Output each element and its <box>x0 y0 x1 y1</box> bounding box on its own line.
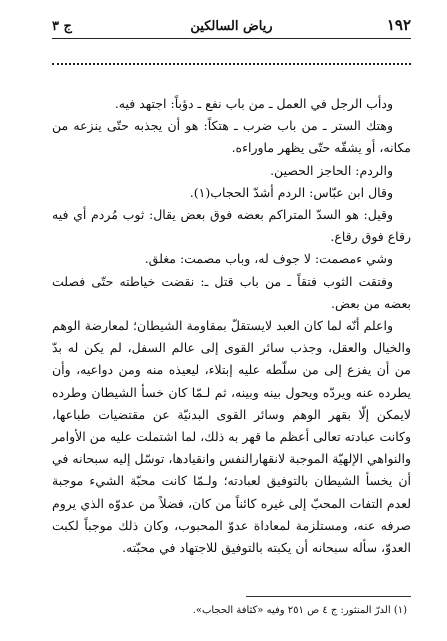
page-number: ١٩٢ <box>386 16 411 34</box>
book-title: رياض السالكين <box>190 19 273 34</box>
paragraph: وشي ءمصمت: لا جوف له، وباب مصمت: مغلق. <box>144 251 393 267</box>
paragraph: ودأب الرجل في العمل ـ من باب نفع ـ دؤباً: اجتهد فيه. <box>114 96 393 111</box>
paragraph: واعلم أنّه لما كان العبد لايستقلّ بمقاومة الشيطان؛ لمعارضة الوهم والخيال والعقل، وجذب سائر القوى إلى عالم السفل، لم يكن له بدّ من أن يفزع إلى من سلّطه عليه إبتلاء، ليعيذه منه ومن دواعيه، وأن يطرده عنه ويردّه ويحول بينه وبينه، ثم لـمّا كان خسأ الشيطان وطرده لايمكن إلّا بقهر الوهم وسائر القوى البدنيّة عن مقتضيات طباعها، وكانت عبادته تعالى أعظم ما قهر به ذلك، لما اشتملت عليه من الأوامر والنواهي الإلهيّة الموجبة لانقهارالنفس وانقيادها، توسّل إليه سبحانه في أن يخسأ الشيطان بالتوفيق لعبادته؛ ولـمّا كانت محبّة الشيء موجبة لعدم التفات المحبّ إلى غيره كائناً من كان، فضلاً من عدوّه الذي يروم صرفه عنه، ومستلزمة لمعاداة عدوّ المحبوب، وكان ذلك موجباً لكبت العدوّ، سأله سبحانه أن يكبته بالتوفيق للاجتهاد في محبّته. <box>52 318 411 556</box>
running-header <box>52 16 411 39</box>
body-text <box>52 93 411 559</box>
volume-label: ج ٣ <box>52 19 72 34</box>
paragraph: وقال ابن عبّاس: الردم أشدّ الحجاب(١). <box>189 184 393 200</box>
paragraph: والردم: الحاجز الحصين. <box>270 162 393 178</box>
footnote-separator <box>246 596 411 597</box>
paragraph: وهتك الستر ـ من باب ضرب ـ هتكاً: هو أن يجذبه حتّى ينزعه من مكانه، أو يشقّه حتّى يظهر ماوراءه. <box>52 118 411 156</box>
paragraph: وفتقت الثوب فتقاً ـ من باب قتل ـ: نقضت خياطته حتّى فصلت بعضه من بعض. <box>52 273 411 311</box>
dotted-separator <box>52 63 411 65</box>
footnote: (١) الدرّ المنثور: ج ٤ ص ٢٥١ وفيه «كثافة الحجاب». <box>192 605 407 616</box>
paragraph: وقيل: هو السدّ المتراكم بعضه فوق بعض يقال: ثوب مُردم أي فيه رقاع فوق رقاع. <box>52 207 411 245</box>
